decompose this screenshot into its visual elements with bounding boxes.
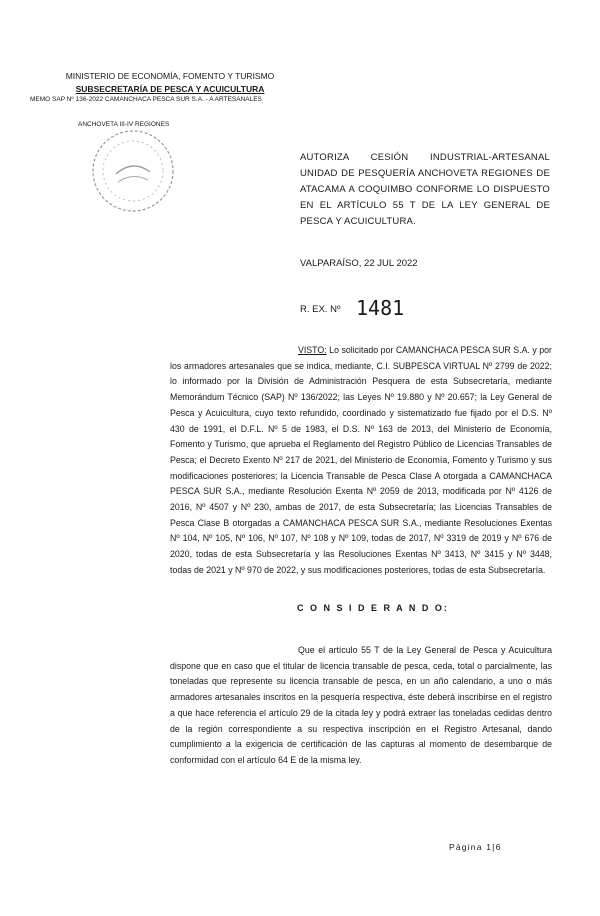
resolution-date: VALPARAÍSO, 22 JUL 2022 [300,258,418,269]
official-stamp-icon [86,124,181,219]
considerando-heading: C O N S I D E R A N D O: [297,603,449,613]
visto-text: Lo solicitado por CAMANCHACA PESCA SUR S.A. y por los armadores artesanales que se indica, mediante, C.I. SUBPESCA VIRTUAL Nº 2799 de 2022; lo informado por la División de Administración Pesquera de esta Subsecretaría, mediante Memorándum Técnico (SAP) Nº 136/2022; las Leyes Nº 19.880 y Nº 20.657; la Ley General de Pesca y Acuicultura, cuyo texto refundido, coordinado y sistematizado fue fijado por el D.S. Nº 430 de 1991, el D.F.L. Nº 5 de 1983, el D.S. Nº 163 de 2013, del Ministerio de Economía, Fomento y Turismo, que aprueba el Reglamento del Registro Público de Licencias Transables de Pesca; el Decreto Exento Nº 217 de 2021, del Ministerio de Economía, Fomento y Turismo y sus modificaciones posteriores; la Licencia Transable de Pesca Clase A otorgada a CAMANCHACA PESCA SUR S.A., mediante Resolución Exenta Nº 2059 de 2013, modificada por Nº 4126 de 2016, Nº 4507 y Nº 230, ambas de 2017, de esta Subsecretaría; las Licencias Transables de Pesca Clase B otorgadas a CAMANCHACA PESCA SUR S.A., mediante Resoluciones Exentas Nº 104, Nº 105, Nº 106, Nº 107, Nº 108 y Nº 109, todas de 2017, Nº 3319 de 2019 y Nº 676 de 2020, todas de esta Subsecretaría y las Resoluciones Exentas Nº 3413, Nº 3415 y Nº 3448, todas de 2021 y Nº 970 de 2022, y sus modificaciones posteriores, todas de esta Subsecretaría. [170,345,552,575]
resolution-number: 1481 [356,296,405,320]
visto-lead: VISTO: [298,345,327,355]
memo-reference: MEMO SAP Nº 136-2022 CAMANCHACA PESCA SUR S.A. - A ARTESANALES [30,96,262,103]
considerando-paragraph: Que el artículo 55 T de la Ley General de Pesca y Acuicultura dispone que en caso que el titular de licencia transable de pesca, ceda, total o parcialmente, las toneladas que represente su licencia transable de pesca, en un año calendario, a uno o más armadores artesanales inscritos en la pesquería respectiva, éste deberá inscribirse en el registro a que hace referencia el artículo 29 de la citada ley y podrá extraer las toneladas cedidas dentro de la región correspondiente a su respectiva inscripción en el Registro Artesanal, dando cumplimiento a la exigencia de certificación de las capturas al momento de desembarque de conformidad con el artículo 64 E de la misma ley. [170,645,552,765]
resolution-subject: AUTORIZA CESIÓN INDUSTRIAL-ARTESANAL UNIDAD DE PESQUERÍA ANCHOVETA REGIONES DE ATACAMA A COQUIMBO CONFORME LO DISPUESTO EN EL ARTÍCULO 55 T DE LA LEY GENERAL DE PESCA Y ACUICULTURA. [300,152,550,227]
visto-paragraph [170,343,552,579]
unit-reference: ANCHOVETA III-IV REGIONES [78,121,170,128]
page-number: Página 1|6 [449,842,502,852]
resolution-label: R. EX. Nº [300,304,341,315]
ministry-header: MINISTERIO DE ECONOMÍA, FOMENTO Y TURISMO [65,71,275,81]
subsecretaria-header: SUBSECRETARÍA DE PESCA Y ACUICULTURA [75,84,265,94]
